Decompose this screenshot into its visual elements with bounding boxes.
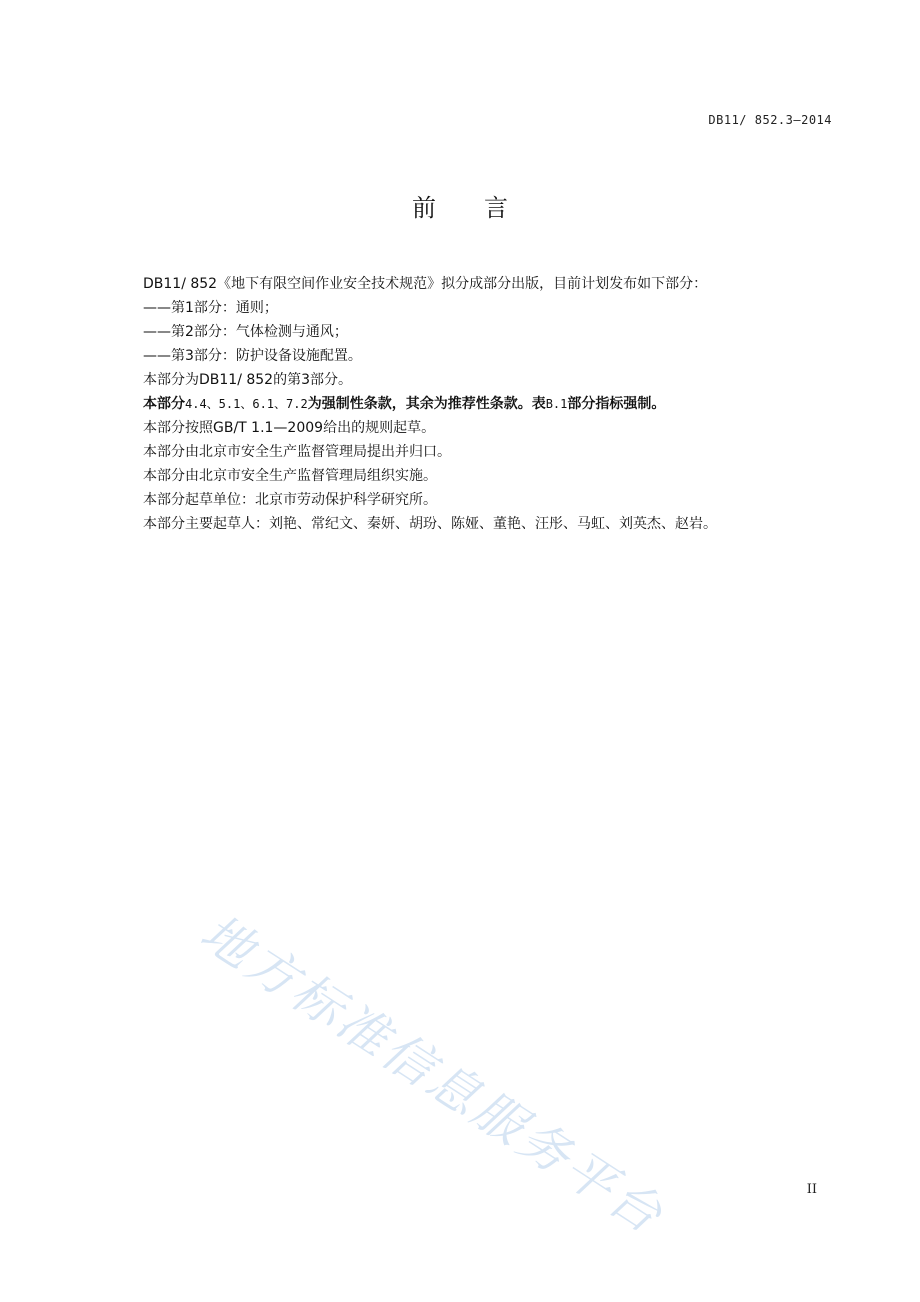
part-number: 1 xyxy=(185,300,194,316)
standard-code-header: DB11/ 852.3—2014 xyxy=(708,113,832,127)
list-text-pre: 第 xyxy=(171,300,185,316)
clause-numbers: 4.4、5.1、6.1、7.2 xyxy=(185,397,308,411)
standard-code: DB11/ 852 xyxy=(199,372,274,388)
list-item-part-1 xyxy=(143,296,823,320)
bold-text: 为强制性条款，其余为推荐性条款。表 xyxy=(307,396,546,412)
list-text-post: 部分：通则； xyxy=(193,300,278,316)
part-number: 3 xyxy=(185,348,194,364)
paragraph-text: 部分。 xyxy=(310,372,353,388)
paragraph-mandatory-clauses xyxy=(143,392,823,416)
paragraph-text: 本部分为 xyxy=(143,372,199,388)
bold-text: 本部分 xyxy=(143,396,185,412)
foreword-body xyxy=(143,272,823,536)
list-text-pre: 第 xyxy=(171,324,185,340)
paragraph-proposed-by: 本部分由北京市安全生产监督管理局提出并归口。 xyxy=(143,444,451,460)
paragraph-drafters: 本部分主要起草人：刘艳、常纪文、秦妍、胡玢、陈娅、董艳、汪彤、马虹、刘英杰、赵岩。 xyxy=(143,516,717,532)
list-text-post: 部分：气体检测与通风； xyxy=(193,324,348,340)
list-text-pre: 第 xyxy=(171,348,185,364)
paragraph-implemented-by: 本部分由北京市安全生产监督管理局组织实施。 xyxy=(143,468,437,484)
page-number: II xyxy=(806,1182,817,1197)
standard-code: GB/T 1.1—2009 xyxy=(213,420,324,436)
list-dash: —— xyxy=(143,324,171,340)
title-char-2: 言 xyxy=(484,194,508,222)
paragraph-this-part xyxy=(143,368,823,392)
list-dash: —— xyxy=(143,300,171,316)
paragraph-drafting-rules xyxy=(143,416,823,440)
paragraph-text: 的第 xyxy=(273,372,302,388)
paragraph-text: 本部分按照 xyxy=(143,420,213,436)
paragraph-text: 《地下有限空间作业安全技术规范》拟分成部分出版，目前计划发布如下部分： xyxy=(217,276,708,292)
list-text-post: 部分：防护设备设施配置。 xyxy=(193,348,362,364)
paragraph-text: 给出的规则起草。 xyxy=(323,420,436,436)
watermark-text: 地方标准信息服务平台 xyxy=(190,903,675,1246)
list-item-part-2 xyxy=(143,320,823,344)
list-item-part-3 xyxy=(143,344,823,368)
page-title xyxy=(0,188,920,223)
standard-code: DB11/ 852 xyxy=(143,276,218,292)
part-number: 3 xyxy=(301,372,311,388)
paragraph-series-intro xyxy=(143,272,823,296)
title-char-1: 前 xyxy=(412,194,436,222)
bold-text: 部分指标强制。 xyxy=(567,396,666,412)
list-dash: —— xyxy=(143,348,171,364)
paragraph-drafting-unit: 本部分起草单位：北京市劳动保护科学研究所。 xyxy=(143,492,437,508)
table-reference: B.1 xyxy=(545,397,568,411)
part-number: 2 xyxy=(185,324,194,340)
